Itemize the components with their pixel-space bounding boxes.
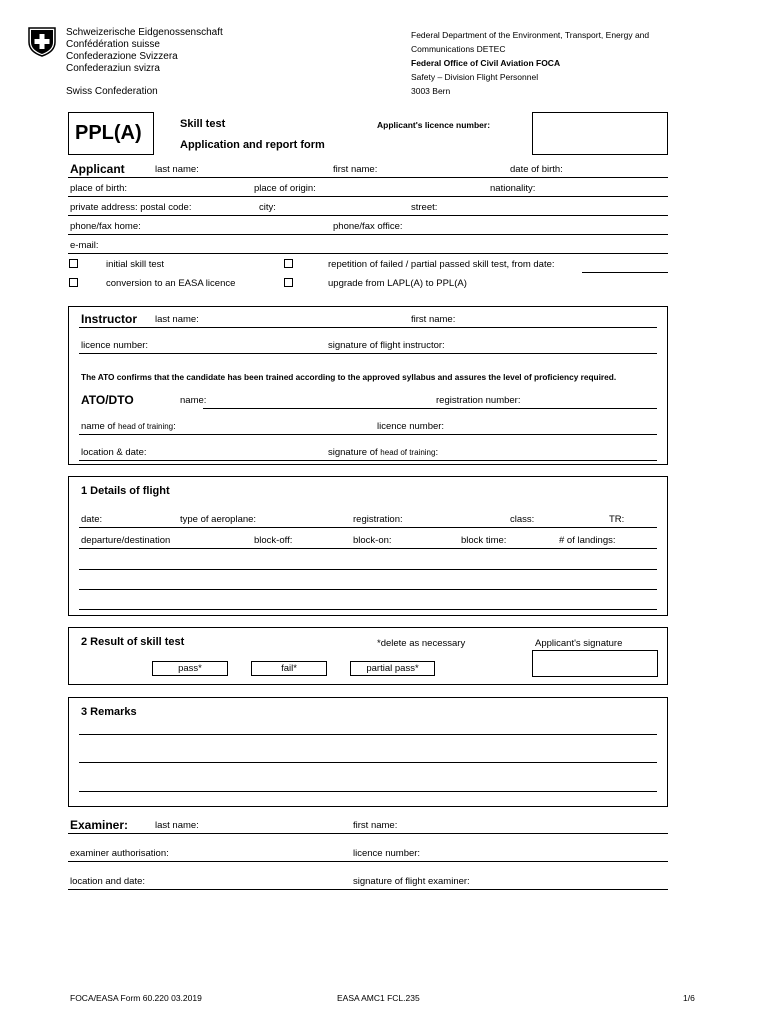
ato-heading: ATO/DTO [81,393,134,407]
applicant-first-name-label: first name: [333,164,378,175]
head-of-training-name-label: name of head of training: [81,421,176,432]
swiss-coat-of-arms-icon [28,27,56,60]
birth-line[interactable] [68,196,668,197]
applicant-last-name-label: last name: [155,164,199,175]
landings-label: # of landings: [559,535,616,546]
flight-row-line-2[interactable] [79,569,657,570]
ato-licence-label: licence number: [377,421,445,432]
examiner-location-line[interactable] [68,889,668,890]
ato-name-label: name: [180,395,207,406]
examiner-authorisation-label: examiner authorisation: [70,848,169,859]
ato-registration-label: registration number: [436,395,521,406]
confed-name-rm: Confederaziun svizra [66,63,160,74]
remarks-line-2[interactable] [79,762,657,763]
instructor-name-line[interactable] [79,327,657,328]
flight-details-heading: 1 Details of flight [81,485,170,497]
conversion-checkbox[interactable] [69,278,78,287]
instructor-last-name-label: last name: [155,314,199,325]
flight-date-line[interactable] [79,527,657,528]
swiss-confederation: Swiss Confederation [66,86,158,97]
instructor-signature-label: signature of flight instructor: [328,340,445,351]
aeroplane-type-label: type of aeroplane: [180,514,257,525]
form-title: Application and report form [180,139,325,151]
office-name: Federal Office of Civil Aviation FOCA [411,58,561,68]
skill-test-title: Skill test [180,118,226,130]
examiner-last-name-label: last name: [155,820,199,831]
departure-destination-label: departure/destination [81,535,171,546]
place-of-origin-label: place of origin: [254,183,316,194]
place-of-birth-label: place of birth: [70,183,128,194]
licence-number-label: Applicant's licence number: [377,120,491,130]
city-line: 3003 Bern [411,86,451,96]
partial-pass-option[interactable]: partial pass* [350,661,435,676]
initial-skill-test-checkbox[interactable] [69,259,78,268]
licence-number-field[interactable] [532,112,668,155]
examiner-authorisation-line[interactable] [68,861,668,862]
applicant-signature-label: Applicant's signature [535,638,623,649]
examiner-location-date-label: location and date: [70,876,146,887]
flight-date-label: date: [81,514,103,525]
email-line[interactable] [68,253,668,254]
repetition-label: repetition of failed / partial passed skill test, from date: [328,259,555,270]
class-label: class: [510,514,535,525]
tr-label: TR: [609,514,625,525]
ato-location-line[interactable] [79,460,657,461]
city-label: city: [259,202,276,213]
applicant-name-line[interactable] [68,177,668,178]
confed-name-fr: Confédération suisse [66,39,160,50]
nationality-label: nationality: [490,183,536,194]
examiner-signature-label: signature of flight examiner: [353,876,470,887]
head-of-training-signature-label: signature of head of training: [328,447,439,458]
ppl-badge: PPL(A) [68,112,154,155]
confed-name-de: Schweizerische Eidgenossenschaft [66,27,223,38]
ato-location-date-label: location & date: [81,447,147,458]
private-address-label: private address: postal code: [70,202,192,213]
initial-skill-test-label: initial skill test [106,259,165,270]
conversion-label: conversion to an EASA licence [106,278,236,289]
email-label: e-mail: [70,240,99,251]
phone-line[interactable] [68,234,668,235]
authority-line-1: Federal Department of the Environment, Transport, Energy and [411,30,650,40]
instructor-first-name-label: first name: [411,314,456,325]
applicant-dob-label: date of birth: [510,164,563,175]
pass-option[interactable]: pass* [152,661,228,676]
footer-reference: EASA AMC1 FCL.235 [337,993,420,1003]
flight-details-section [68,476,668,616]
flight-row-line-4[interactable] [79,609,657,610]
fail-option[interactable]: fail* [251,661,327,676]
instructor-licence-line[interactable] [79,353,657,354]
phone-home-label: phone/fax home: [70,221,141,232]
examiner-heading: Examiner: [70,818,129,832]
instructor-heading: Instructor [81,312,138,326]
block-off-label: block-off: [254,535,293,546]
registration-label: registration: [353,514,403,525]
upgrade-label: upgrade from LAPL(A) to PPL(A) [328,278,467,289]
address-line[interactable] [68,215,668,216]
applicant-signature-field[interactable] [532,650,658,677]
examiner-name-line[interactable] [68,833,668,834]
remarks-line-1[interactable] [79,734,657,735]
applicant-heading: Applicant [70,162,125,176]
ato-statement: The ATO confirms that the candidate has been trained according to the approved syllabus and assures the level of proficiency required. [81,372,617,382]
repetition-date-line[interactable] [582,272,668,273]
block-on-label: block-on: [353,535,392,546]
confed-name-it: Confederazione Svizzera [66,51,178,62]
footer-form-id: FOCA/EASA Form 60.220 03.2019 [70,993,202,1003]
division-name: Safety – Division Flight Personnel [411,72,539,82]
authority-line-2: Communications DETEC [411,44,506,54]
footer-page-number: 1/6 [683,993,695,1003]
repetition-checkbox[interactable] [284,259,293,268]
examiner-licence-label: licence number: [353,848,421,859]
remarks-heading: 3 Remarks [81,706,137,718]
result-heading: 2 Result of skill test [81,636,185,648]
remarks-line-3[interactable] [79,791,657,792]
street-label: street: [411,202,438,213]
phone-office-label: phone/fax office: [333,221,403,232]
block-time-label: block time: [461,535,507,546]
upgrade-checkbox[interactable] [284,278,293,287]
delete-note: *delete as necessary [377,638,466,649]
ato-name-line[interactable] [203,408,657,409]
flight-row-line-1[interactable] [79,548,657,549]
instructor-licence-label: licence number: [81,340,149,351]
instructor-section [68,306,668,465]
head-of-training-line[interactable] [79,434,657,435]
examiner-first-name-label: first name: [353,820,398,831]
flight-row-line-3[interactable] [79,589,657,590]
